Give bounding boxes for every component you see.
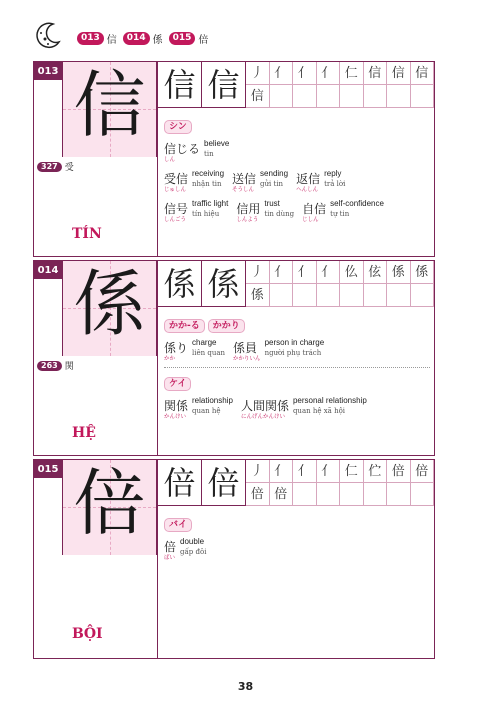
stroke-cell	[317, 483, 341, 506]
main-kanji: 信	[73, 63, 146, 147]
stroke-cell: 信	[411, 62, 435, 85]
vocab-furigana: へんしん	[296, 187, 319, 193]
vocab-vietnamese: trả lời	[324, 180, 346, 188]
stroke-cell: 信	[246, 85, 270, 108]
stroke-cell: 亻	[293, 62, 317, 85]
vocab-furigana: しんよう	[236, 217, 259, 223]
ref-kanji: 受	[64, 163, 74, 173]
vocab-item	[241, 395, 367, 421]
vocab-english: sending	[260, 169, 289, 178]
vocab-english: person in charge	[264, 338, 325, 347]
stroke-cell	[364, 483, 388, 506]
stroke-cell: 丿	[246, 460, 270, 483]
reading-tag: ケイ	[164, 377, 191, 391]
vocab-vietnamese: quan hệ xã hội	[292, 407, 346, 415]
reading-tag: かか-る	[164, 319, 205, 333]
stroke-cell	[387, 85, 411, 108]
vocab-row	[164, 337, 430, 363]
vocab-english: trust	[264, 199, 280, 208]
vocab-furigana: かんけい	[164, 414, 187, 420]
stroke-cell	[387, 483, 411, 506]
stroke-cell: 仁	[340, 62, 364, 85]
vocab-item	[164, 138, 229, 164]
vocab-item	[233, 337, 324, 363]
stroke-cell: 伭	[364, 261, 388, 284]
stroke-cell	[340, 85, 364, 108]
stroke-cell	[293, 284, 317, 307]
stroke-order-grid	[246, 261, 434, 307]
kanji-block-014	[33, 260, 435, 456]
vocab-item	[164, 198, 228, 224]
stroke-cell: 亻	[270, 460, 294, 483]
vocab-vietnamese: nhận tin	[192, 180, 222, 188]
vocab-vietnamese: người phụ trách	[264, 349, 322, 357]
stroke-cell: 倍	[246, 483, 270, 506]
stroke-cell	[364, 85, 388, 108]
practice-kanji	[158, 460, 246, 506]
stroke-cell	[270, 284, 294, 307]
vocab-row	[164, 138, 430, 164]
vocab-furigana: じゅしん	[164, 187, 187, 193]
practice-cell: 信	[202, 62, 246, 108]
stroke-cell: 亻	[270, 62, 294, 85]
vocab-vietnamese: tự tin	[330, 210, 350, 218]
kanji-block-015	[33, 459, 435, 659]
vocab-english: believe	[204, 139, 230, 148]
practice-kanji	[158, 62, 246, 108]
vocab-item	[164, 337, 225, 363]
ref-number: 327	[37, 162, 62, 172]
vocab-vietnamese: liên quan	[192, 349, 226, 357]
vocab-item	[236, 198, 294, 224]
header-kanji-2: 係	[152, 35, 163, 46]
vocab-kanji: 人間関係	[240, 399, 289, 413]
vocab-kanji: 係員	[233, 341, 258, 355]
sino-vietnamese-reading: TÍN	[72, 226, 102, 242]
stroke-cell	[411, 483, 435, 506]
reading-tag: バイ	[164, 518, 192, 532]
vocab-kanji: 受信	[164, 172, 189, 186]
vocab-kanji: 返信	[296, 172, 321, 186]
stroke-order-grid	[246, 460, 434, 506]
stroke-cell	[411, 85, 435, 108]
vocab-english: traffic light	[192, 199, 229, 208]
readings-section	[164, 114, 430, 224]
stroke-cell	[270, 85, 294, 108]
vocab-row	[164, 198, 430, 224]
vocab-vietnamese: gấp đôi	[180, 548, 207, 556]
vocab-english: receiving	[192, 169, 225, 178]
vocab-item	[164, 395, 233, 421]
header-index	[77, 31, 211, 46]
vocab-vietnamese: tin dùng	[264, 210, 295, 218]
stroke-cell: 信	[364, 62, 388, 85]
stroke-cell: 亻	[293, 261, 317, 284]
header-num-2: 014	[123, 32, 150, 45]
practice-cell: 倍	[158, 460, 202, 506]
practice-cell: 係	[202, 261, 246, 307]
stroke-cell: 信	[387, 62, 411, 85]
kanji-block-013	[33, 61, 435, 257]
ref-number: 263	[37, 361, 62, 371]
stroke-cell	[411, 284, 435, 307]
practice-kanji	[158, 261, 246, 307]
stroke-cell: 伫	[364, 460, 388, 483]
stroke-cell: 丿	[246, 62, 270, 85]
vocab-item	[164, 536, 206, 562]
stroke-cell: 仁	[340, 460, 364, 483]
vocab-item	[164, 168, 224, 194]
vocab-kanji: 倍	[164, 540, 177, 554]
ref-kanji: 関	[64, 362, 74, 372]
vocab-kanji: 係り	[164, 341, 189, 355]
vocab-english: double	[180, 537, 205, 546]
vocab-vietnamese: quan hệ	[192, 407, 221, 415]
vocab-furigana: にんげんかんけい	[240, 414, 285, 420]
vocab-item	[232, 168, 288, 194]
stroke-cell: 倍	[411, 460, 435, 483]
kanji-number: 014	[34, 261, 62, 279]
vocab-english: relationship	[192, 396, 233, 405]
page-number: 38	[237, 680, 254, 693]
readings-section	[164, 512, 430, 562]
vocab-english: self-confidence	[330, 199, 384, 208]
vocab-furigana: しんごう	[164, 217, 187, 223]
vocab-vietnamese: tin	[204, 150, 214, 158]
kanji-number: 015	[34, 460, 62, 478]
vocab-kanji: 信号	[164, 202, 189, 216]
vocab-kanji: 信用	[236, 202, 261, 216]
stroke-cell	[340, 284, 364, 307]
practice-cell: 信	[158, 62, 202, 108]
vocab-furigana: ばい	[164, 555, 176, 561]
vocab-row	[164, 536, 430, 562]
related-kanji-ref	[37, 160, 74, 173]
moon-stars-icon	[33, 20, 63, 50]
stroke-cell: 仫	[340, 261, 364, 284]
stroke-cell: 亻	[317, 62, 341, 85]
stroke-cell: 亻	[317, 261, 341, 284]
vocab-item	[302, 198, 384, 224]
vocab-furigana: そうしん	[232, 187, 255, 193]
vocab-english: reply	[324, 169, 342, 178]
vocab-row	[164, 395, 430, 421]
practice-cell: 係	[158, 261, 202, 307]
stroke-cell: 係	[246, 284, 270, 307]
vocab-english: charge	[192, 338, 217, 347]
stroke-cell	[293, 85, 317, 108]
stroke-cell: 係	[387, 261, 411, 284]
stroke-cell	[317, 85, 341, 108]
readings-section	[164, 313, 430, 421]
header-kanji-1: 信	[106, 35, 117, 46]
vocab-furigana: しん	[164, 157, 176, 163]
stroke-cell: 丿	[246, 261, 270, 284]
vocab-item	[296, 168, 345, 194]
stroke-cell: 倍	[270, 483, 294, 506]
vocab-kanji: 信じる	[164, 142, 201, 156]
stroke-cell: 係	[411, 261, 435, 284]
practice-cell: 倍	[202, 460, 246, 506]
stroke-cell	[293, 483, 317, 506]
stroke-cell: 亻	[270, 261, 294, 284]
vocab-english: personal relationship	[292, 396, 367, 405]
main-kanji: 倍	[73, 461, 146, 545]
sino-vietnamese-reading: BỘI	[72, 626, 103, 642]
kanji-number: 013	[34, 62, 62, 80]
vocab-vietnamese: gửi tin	[260, 180, 284, 188]
vocab-furigana: かかりいん	[233, 356, 261, 362]
stroke-cell	[340, 483, 364, 506]
stroke-cell	[387, 284, 411, 307]
header-num-3: 015	[169, 32, 196, 45]
stroke-cell	[364, 284, 388, 307]
vocab-row	[164, 168, 430, 194]
vocab-kanji: 関係	[164, 399, 189, 413]
reading-tag: かかり	[208, 319, 245, 333]
vocab-furigana: じしん	[302, 217, 319, 223]
header-num-1: 013	[77, 32, 104, 45]
header-kanji-3: 倍	[198, 35, 209, 46]
stroke-cell: 亻	[317, 460, 341, 483]
main-kanji: 係	[73, 262, 146, 346]
stroke-cell: 倍	[387, 460, 411, 483]
vocab-vietnamese: tín hiệu	[192, 210, 220, 218]
stroke-cell: 亻	[293, 460, 317, 483]
stroke-cell	[317, 284, 341, 307]
related-kanji-ref	[37, 359, 74, 372]
vocab-furigana: かか	[164, 356, 176, 362]
reading-tag: シン	[164, 120, 192, 134]
sino-vietnamese-reading: HỆ	[72, 425, 96, 441]
vocab-kanji: 自信	[302, 202, 327, 216]
stroke-order-grid	[246, 62, 434, 108]
vocab-kanji: 送信	[232, 172, 257, 186]
